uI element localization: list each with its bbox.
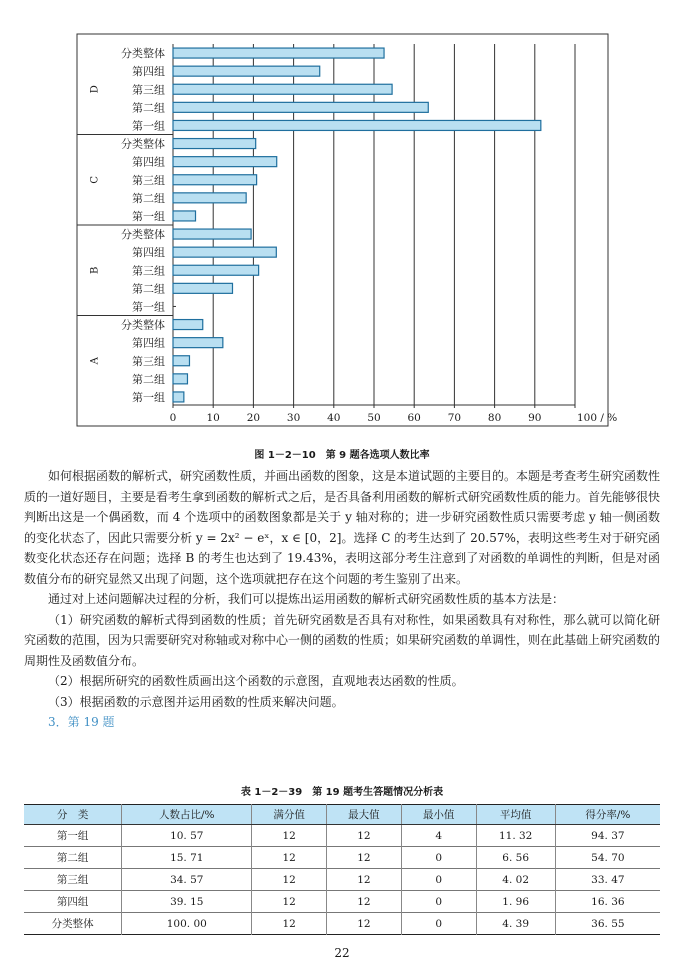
bar [173, 392, 184, 402]
paragraph-2: 通过对上述问题解决过程的分析，我们可以提炼出运用函数的解析式研究函数性质的基本方法是： [48, 592, 565, 606]
table-cell: 12 [327, 913, 402, 935]
table-cell: 16. 36 [555, 891, 660, 913]
bar-category-label: 第三组 [132, 173, 165, 187]
table-cell: 12 [327, 891, 402, 913]
bar [173, 265, 259, 275]
x-tick-label: 20 [246, 412, 261, 424]
table-row [24, 913, 660, 935]
header-cell: 最小值 [401, 805, 476, 825]
x-tick-label: 90 [528, 412, 542, 424]
bar-category-label: 分类整体 [121, 228, 165, 242]
table-cell: 12 [327, 825, 402, 847]
table-cell: 0 [401, 847, 476, 869]
bar-category-label: 分类整体 [121, 318, 165, 332]
x-tick-label: 40 [327, 412, 341, 424]
table-cell: 1. 96 [476, 891, 555, 913]
table-cell: 94. 37 [555, 825, 660, 847]
bar-category-label: 第一组 [132, 209, 165, 223]
table-caption: 表 1－2－39 第 19 题考生答题情况分析表 [240, 787, 444, 798]
header-cell: 得分率/% [555, 805, 660, 825]
bar-category-label: 第一组 [132, 300, 165, 314]
x-tick-label: 60 [407, 412, 421, 424]
table-cell: 12 [252, 891, 327, 913]
bar-category-label: 分类整体 [121, 47, 165, 61]
bar-chart [0, 0, 684, 445]
x-tick-label: 70 [447, 412, 462, 424]
table-row [24, 847, 660, 869]
table-cell: 12 [252, 847, 327, 869]
table-cell: 11. 32 [476, 825, 555, 847]
table-cell: 0 [401, 891, 476, 913]
group-label: C [89, 175, 101, 184]
x-tick-label: 30 [286, 412, 301, 424]
table-cell: 第一组 [24, 825, 122, 847]
table-row [24, 825, 660, 847]
bar [173, 229, 251, 239]
table-row [24, 869, 660, 891]
body-text [24, 466, 660, 733]
header-cell: 分 类 [24, 805, 122, 825]
x-tick-label: 50 [367, 412, 381, 424]
bar-category-label: 第二组 [132, 191, 165, 205]
table-row [24, 891, 660, 913]
group-label: B [89, 266, 101, 274]
table-cell: 第四组 [24, 891, 122, 913]
bar-category-label: 第四组 [132, 155, 165, 169]
bar [173, 283, 232, 293]
bar [173, 48, 384, 58]
bar [173, 66, 320, 76]
paragraph-1: 如何根据函数的解析式，研究函数性质，并画出函数的图象，这是本道试题的主要目的。本题是考查考生研究函数性质的一道好题目，主要是看考生拿到函数的解析式之后，是否具备利用函数的解析式研究函数性质的能力。首先能够很快判断出这是一个偶函数，而 4 个选项中的函数图象都是关于 y 轴对称的；进一步研究函数性质只需要考虑 y 轴一侧函数的变化状态了，因此只需要分析 y = 2x² − eˣ，x ∈ [0，2]。选择 C 的考生达到了 20.57%，表明这些考生对于研究函数变化状态还存在问题；选择 B 的考生也达到了 19.43%，表明这部分考生注意到了对函数的单调性的判断，但是对函数值分布的研究显然又出现了问题，这个选项就把存在这个问题的考生鉴别了出来。 [24, 469, 661, 586]
table-cell: 10. 57 [122, 825, 252, 847]
table-cell: 4. 39 [476, 913, 555, 935]
table-cell: 12 [252, 913, 327, 935]
header-cell: 人数占比/% [122, 805, 252, 825]
table-cell: 12 [327, 869, 402, 891]
table-cell: 54. 70 [555, 847, 660, 869]
paragraph-4: （2）根据所研究的函数性质画出这个函数的示意图，直观地表达函数的性质。 [48, 674, 464, 688]
bar-category-label: 第三组 [132, 264, 165, 278]
table-cell: 6. 56 [476, 847, 555, 869]
table-cell: 4. 02 [476, 869, 555, 891]
table-cell: 0 [401, 913, 476, 935]
table-cell: 分类整体 [24, 913, 122, 935]
bar [173, 84, 392, 94]
x-tick-label: 80 [487, 412, 502, 424]
results-table [24, 804, 660, 935]
table-cell: 12 [252, 825, 327, 847]
table-cell: 36. 55 [555, 913, 660, 935]
bar [173, 175, 257, 185]
bar-category-label: 第三组 [132, 83, 165, 97]
table-cell: 0 [401, 869, 476, 891]
bar-category-label: 第一组 [132, 390, 165, 404]
bar [173, 374, 187, 384]
table-cell: 34. 57 [122, 869, 252, 891]
header-cell: 满分值 [252, 805, 327, 825]
figure-caption: 图 1－2－10 第 9 题各选项人数比率 [254, 450, 430, 461]
paragraph-5: （3）根据函数的示意图并运用函数的性质来解决问题。 [48, 694, 344, 709]
bar [173, 320, 203, 330]
bar [173, 139, 256, 149]
group-label: A [89, 357, 101, 365]
header-cell: 最大值 [327, 805, 402, 825]
table-cell: 12 [252, 869, 327, 891]
bar-category-label: 第二组 [132, 282, 165, 296]
table-cell: 39. 15 [122, 891, 252, 913]
bar [173, 102, 428, 112]
section-heading: 3．第 19 题 [48, 715, 115, 729]
bar-category-label: 第四组 [132, 336, 165, 350]
bar-category-label: 分类整体 [121, 137, 165, 151]
paragraph-3: （1）研究函数的解析式得到函数的性质；首先研究函数是否具有对称性，如果函数具有对称性，那么就可以简化研究函数的范围，因为只需要研究对称轴或对称中心一侧的函数的性质；如果研究函数的单调性，则在此基础上研究函数的周期性及函数值分布。 [24, 612, 661, 668]
page-number: 22 [334, 946, 350, 960]
bar [173, 211, 196, 221]
bar-category-label: 第三组 [132, 354, 165, 368]
x-tick-label: 10 [206, 412, 220, 424]
bar-category-label: 第一组 [132, 119, 165, 133]
bar [173, 157, 277, 167]
bar-category-label: 第四组 [132, 65, 165, 79]
table-cell: 12 [327, 847, 402, 869]
header-cell: 平均值 [476, 805, 555, 825]
table-cell: 第三组 [24, 869, 122, 891]
bar-category-label: 第二组 [132, 372, 165, 386]
bar [173, 247, 276, 257]
table-cell: 33. 47 [555, 869, 660, 891]
bar [173, 338, 223, 348]
bar-category-label: 第二组 [132, 101, 165, 115]
table-cell: 100. 00 [122, 913, 252, 935]
bar [173, 193, 246, 203]
table-cell: 15. 71 [122, 847, 252, 869]
bar [173, 120, 541, 130]
table-cell: 第二组 [24, 847, 122, 869]
table-header-row [24, 805, 660, 825]
bar-category-label: 第四组 [132, 246, 165, 260]
table-cell: 4 [401, 825, 476, 847]
group-label: D [89, 85, 101, 94]
x-tick-label: 100 / % [577, 412, 618, 424]
x-tick-label: 0 [169, 412, 177, 424]
bar [173, 356, 189, 366]
